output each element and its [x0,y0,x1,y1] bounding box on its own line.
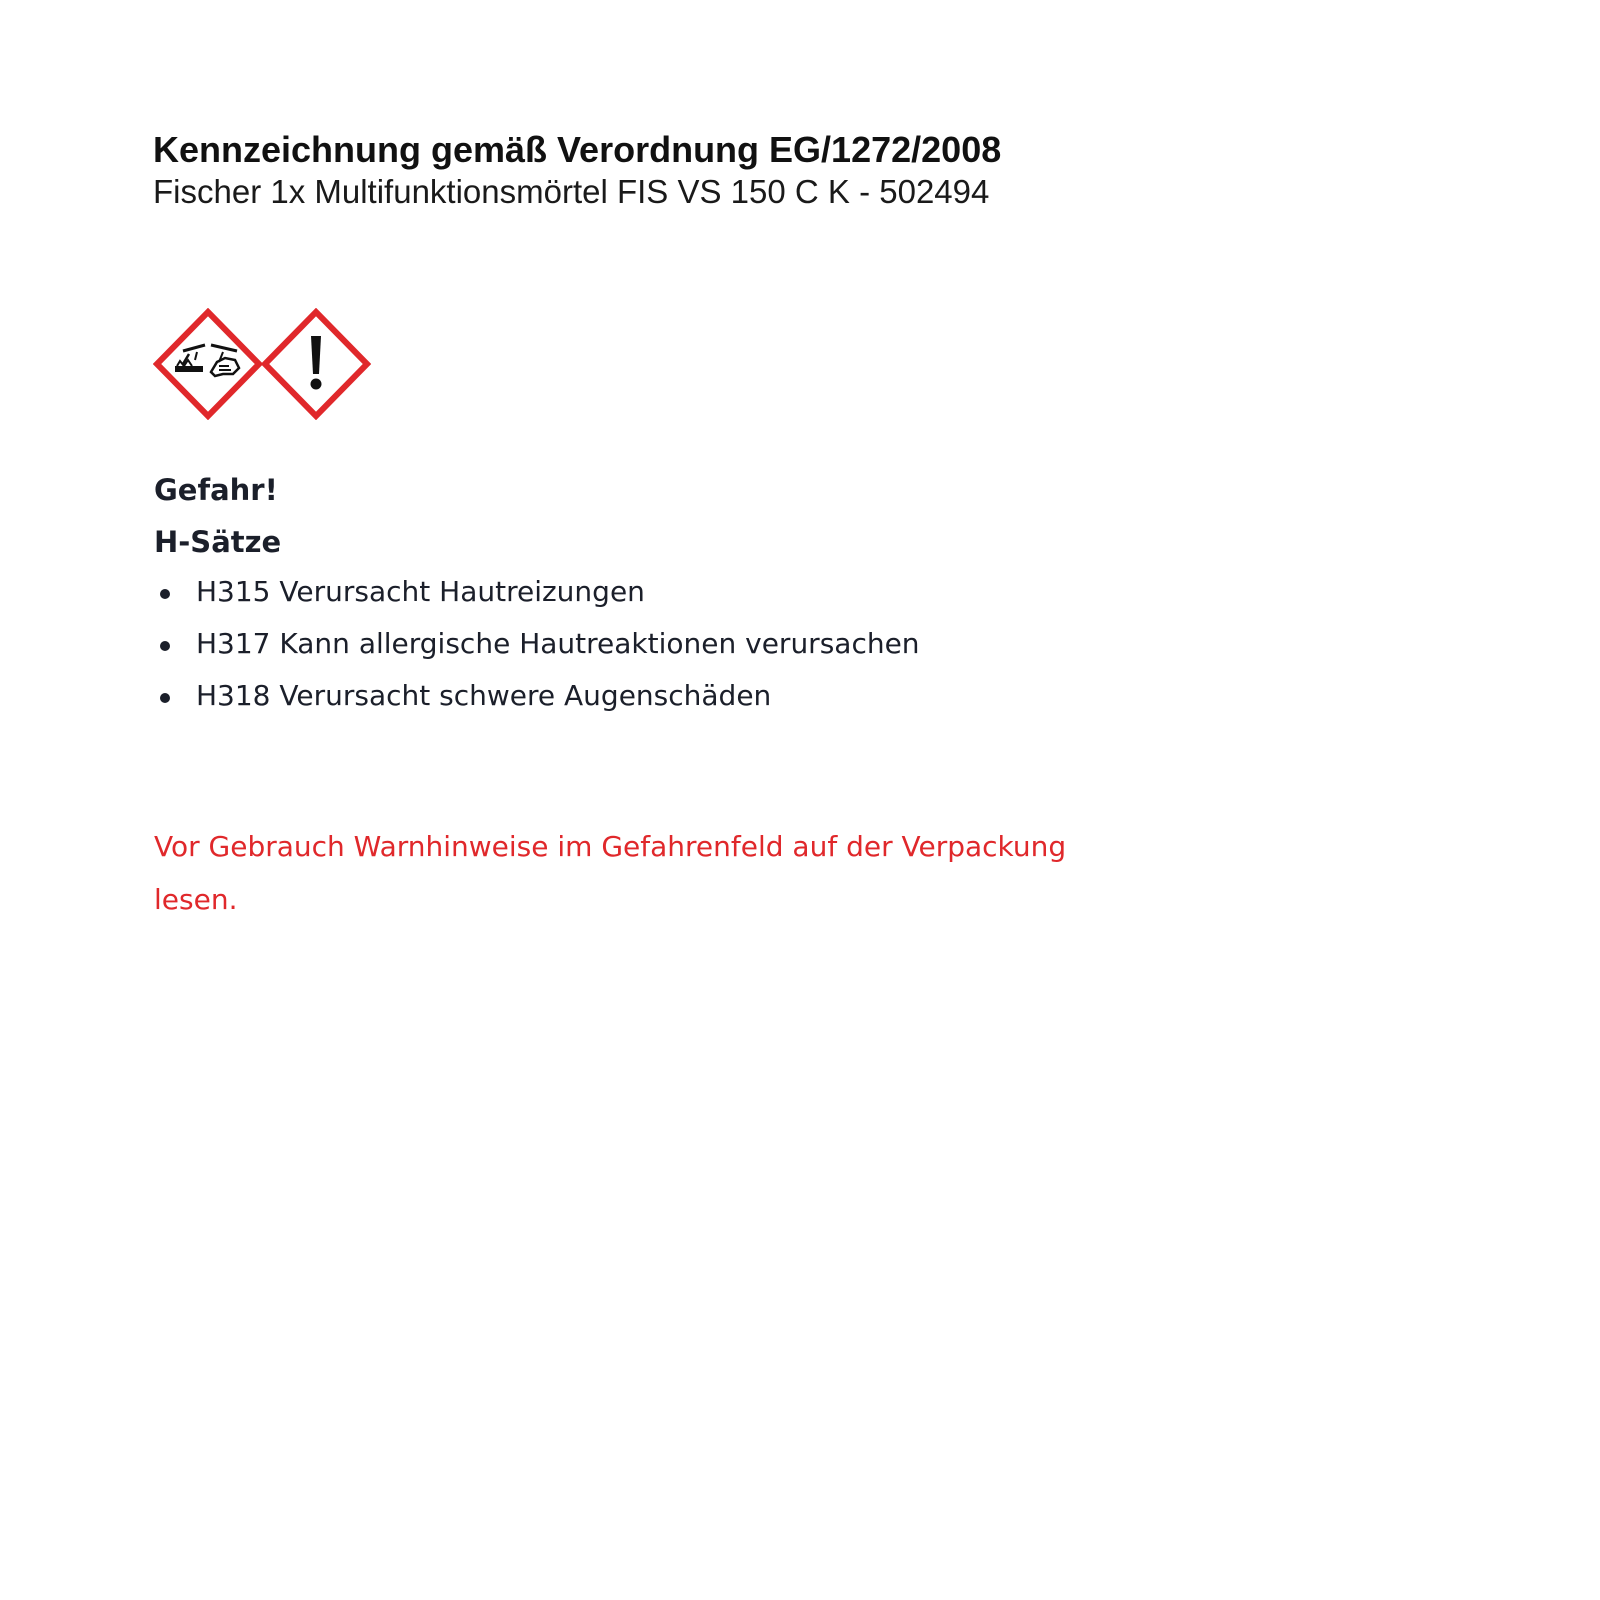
product-name: Fischer 1x Multifunktionsmörtel FIS VS 150 C K - 502494 [153,173,990,210]
packaging-warning-note: Vor Gebrauch Warnhinweise im Gefahrenfeld auf der Verpackung lesen. [154,830,1067,916]
document-title: Kennzeichnung gemäß Verordnung EG/1272/2008 [153,129,1002,170]
h-statement-item [154,676,1354,716]
bullet-icon [160,589,170,599]
ghs05-corrosion-icon [153,308,263,420]
h-statements-list [154,572,1354,716]
h-statement-text: H317 Kann allergische Hautreaktionen verursachen [196,627,920,660]
hazard-information [154,470,1354,728]
h-statement-text: H318 Verursacht schwere Augenschäden [196,679,772,712]
h-statement-item [154,624,1354,664]
h-statement-item [154,572,1354,612]
h-statements-heading: H-Sätze [154,525,282,559]
bullet-icon [160,641,170,651]
signal-word: Gefahr! [154,473,278,507]
bullet-icon [160,693,170,703]
h-statement-text: H315 Verursacht Hautreizungen [196,575,645,608]
document-header [153,128,1453,212]
hazard-pictograms [153,308,373,420]
ghs07-exclamation-icon [261,308,371,420]
